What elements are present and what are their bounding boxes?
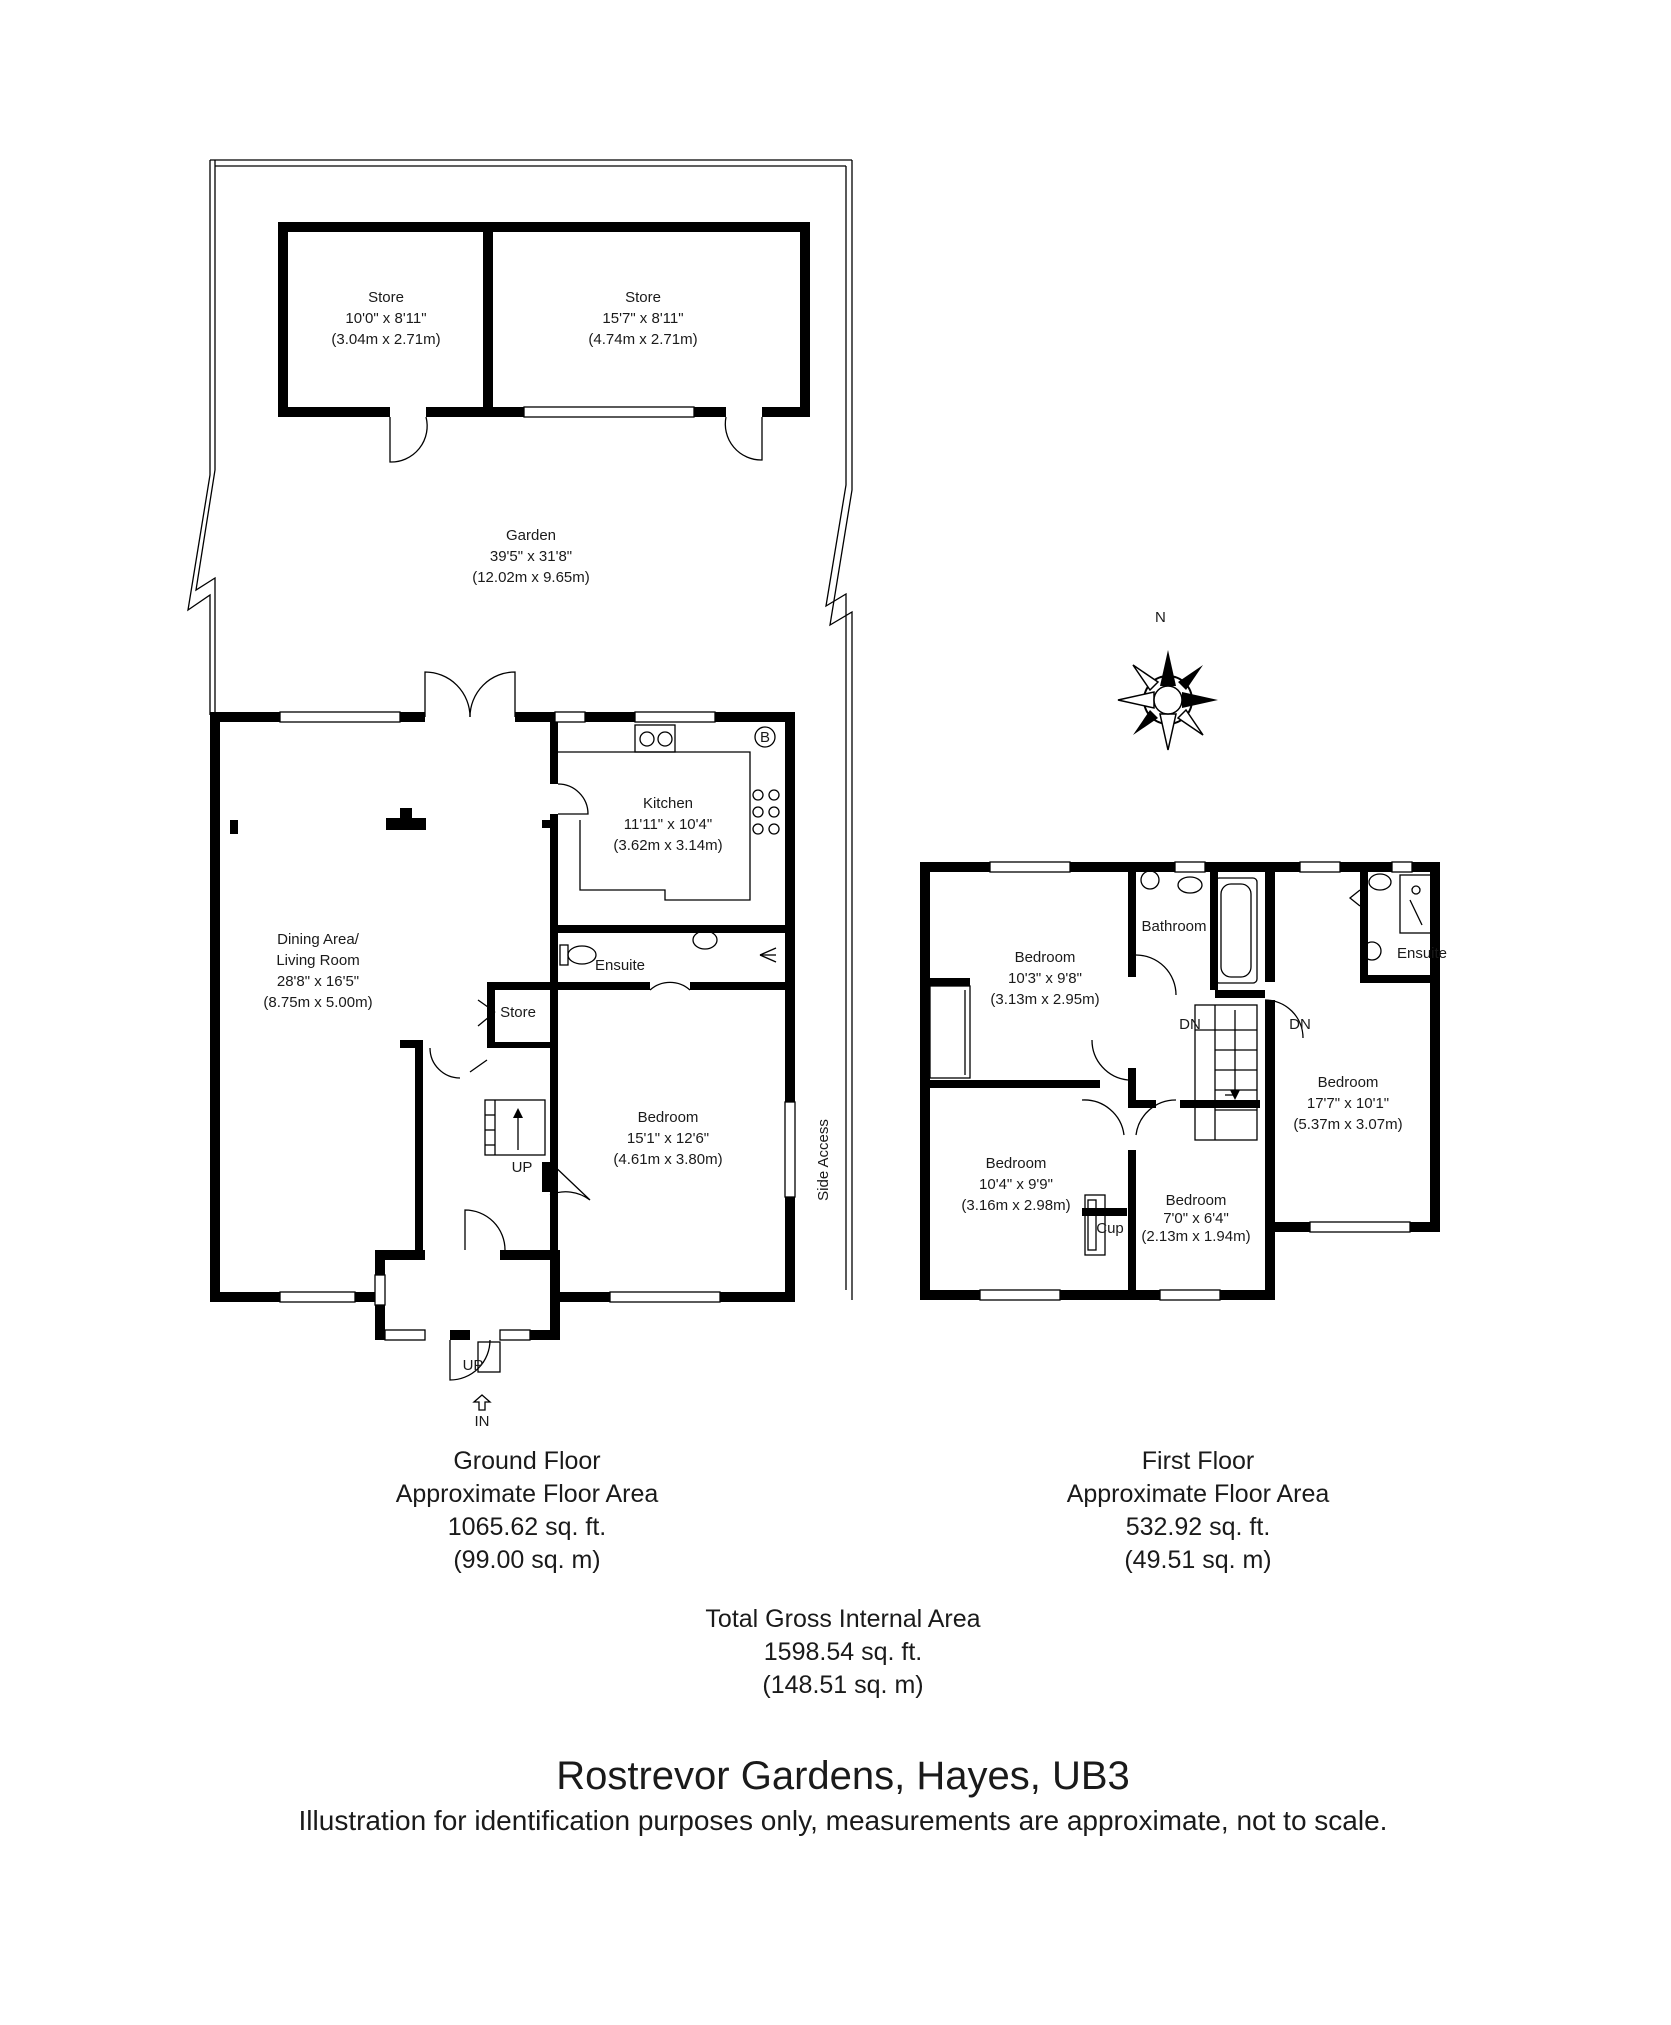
toilet-icon (560, 945, 596, 965)
first-floor-caption (1067, 1447, 1330, 1574)
bath-icon (1215, 878, 1257, 983)
store-2-imperial: 15'7" x 8'11" (602, 310, 684, 327)
small-bedroom-metric: (2.13m x 1.94m) (1141, 1228, 1251, 1245)
compass-north-label: N (1155, 609, 1166, 626)
store-2-metric: (4.74m x 2.71m) (588, 331, 698, 348)
ground-caption-line3: 1065.62 sq. ft. (447, 1513, 607, 1541)
toilet-icon (1369, 874, 1391, 890)
garden-metric: (12.02m x 9.65m) (472, 569, 590, 586)
store-1-metric: (3.04m x 2.71m) (331, 331, 441, 348)
disclaimer: Illustration for identification purposes only, measurements are approximate, not to scale. (298, 1805, 1388, 1836)
bathroom-name: Bathroom (1141, 918, 1207, 935)
total-caption-line3: (148.51 sq. m) (762, 1671, 924, 1699)
entrance-in-label: IN (474, 1413, 490, 1430)
main-bedroom-name: Bedroom (1317, 1074, 1379, 1091)
small-store-name: Store (500, 1004, 536, 1021)
ground-floor-caption (396, 1447, 659, 1574)
down-label-2: DN (1289, 1016, 1311, 1033)
garden-name: Garden (505, 527, 557, 544)
cupboard-label: Cup (1096, 1220, 1124, 1237)
basin-icon (693, 931, 717, 949)
ground-ensuite-name: Ensuite (594, 957, 646, 974)
total-area-caption (705, 1605, 980, 1699)
first-caption-line2: Approximate Floor Area (1066, 1480, 1330, 1508)
dining-name-line2: Living Room (276, 952, 360, 969)
bedroom-1-name: Bedroom (1014, 949, 1076, 966)
basin-icon (1141, 871, 1159, 889)
bedroom-2-name: Bedroom (985, 1155, 1047, 1172)
bedroom-1-metric: (3.13m x 2.95m) (990, 991, 1100, 1008)
ground-bedroom-name: Bedroom (637, 1109, 699, 1126)
boiler-label: B (759, 729, 771, 746)
entrance-up-label: UP (462, 1357, 484, 1374)
first-caption-line1: First Floor (1141, 1447, 1255, 1475)
dining-metric: (8.75m x 5.00m) (263, 994, 373, 1011)
side-access-label: Side Access (815, 1119, 832, 1201)
bedroom-1-imperial: 10'3" x 9'8" (1008, 970, 1082, 987)
kitchen-metric: (3.62m x 3.14m) (613, 837, 723, 854)
first-ensuite-name: Ensuite (1396, 945, 1448, 962)
ground-caption-line4: (99.00 sq. m) (453, 1546, 601, 1574)
store-1-imperial: 10'0" x 8'11" (345, 310, 427, 327)
shower-icon (1400, 875, 1432, 933)
kitchen-name: Kitchen (642, 795, 694, 812)
total-caption-line1: Total Gross Internal Area (705, 1605, 981, 1633)
small-bedroom-name: Bedroom (1165, 1192, 1227, 1209)
bedroom-2-imperial: 10'4" x 9'9" (979, 1176, 1053, 1193)
total-caption-line2: 1598.54 sq. ft. (763, 1638, 923, 1666)
down-label-1: DN (1179, 1016, 1201, 1033)
garden-imperial: 39'5" x 31'8" (489, 548, 573, 565)
shower-icon (760, 948, 776, 962)
bedroom-2-metric: (3.16m x 2.98m) (961, 1197, 1071, 1214)
ground-caption-line2: Approximate Floor Area (395, 1480, 659, 1508)
ground-bedroom-imperial: 15'1" x 12'6" (626, 1130, 710, 1147)
compass-icon (1118, 650, 1218, 750)
store-1-name: Store (368, 289, 404, 306)
ground-floor-walls (210, 712, 795, 1340)
main-bedroom-metric: (5.37m x 3.07m) (1293, 1116, 1403, 1133)
hob-icon (753, 790, 779, 834)
store-2-name: Store (625, 289, 661, 306)
first-caption-line3: 532.92 sq. ft. (1125, 1513, 1271, 1541)
ground-caption-line1: Ground Floor (453, 1447, 601, 1475)
dining-name-line1: Dining Area/ (277, 931, 359, 948)
ground-bedroom-metric: (4.61m x 3.80m) (613, 1151, 723, 1168)
kitchen-imperial: 11'11" x 10'4" (623, 816, 713, 833)
toilet-icon (1178, 877, 1202, 893)
first-caption-line4: (49.51 sq. m) (1124, 1546, 1272, 1574)
stairs-up-label: UP (511, 1159, 533, 1176)
main-bedroom-imperial: 17'7" x 10'1" (1306, 1095, 1390, 1112)
address-title: Rostrevor Gardens, Hayes, UB3 (556, 1754, 1130, 1798)
dining-imperial: 28'8" x 16'5" (276, 973, 360, 990)
small-bedroom-imperial: 7'0" x 6'4" (1163, 1210, 1229, 1227)
